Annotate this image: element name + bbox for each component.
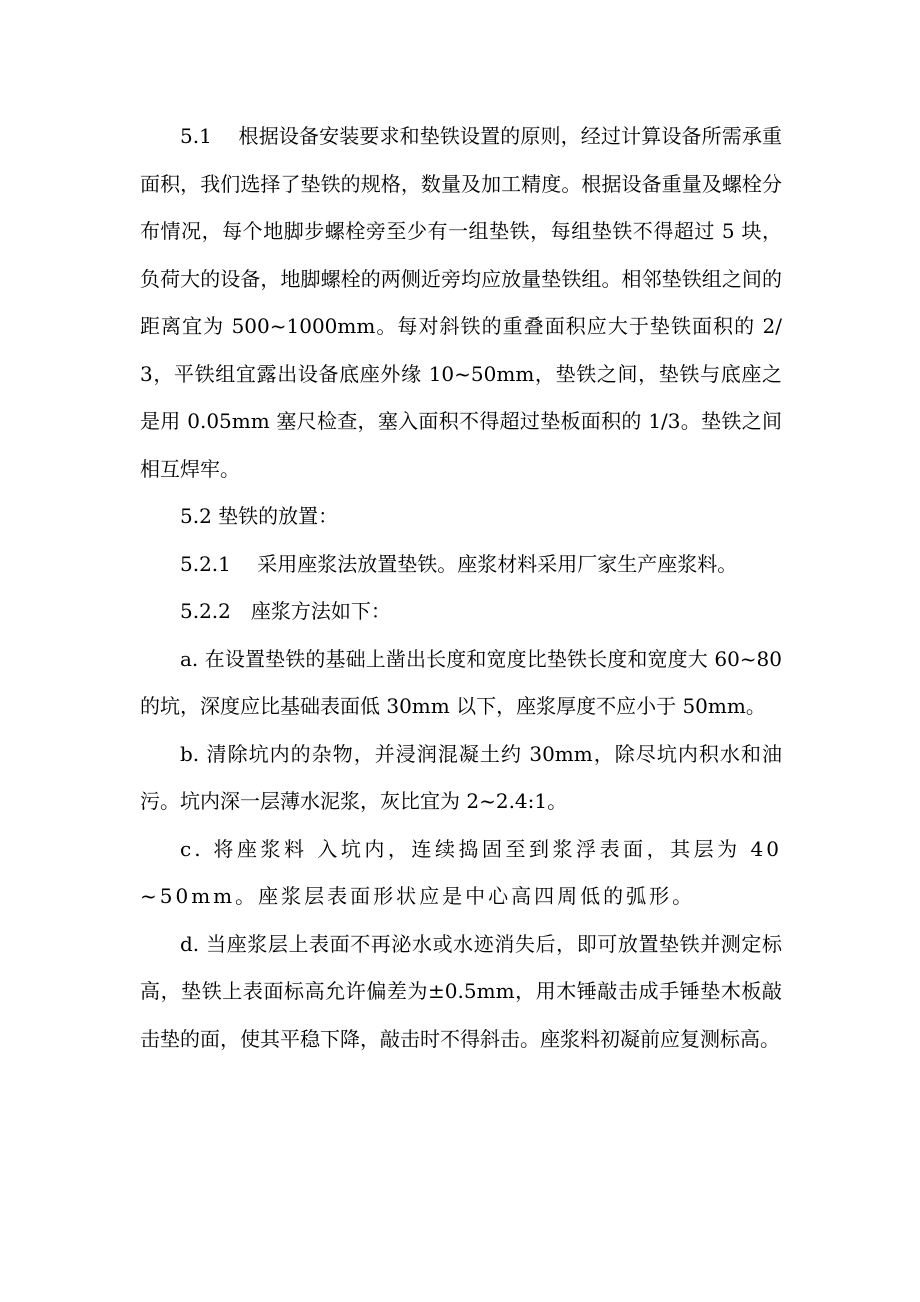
paragraph-5-2-1: 5.2.1 采用座浆法放置垫铁。座浆材料采用厂家生产座浆料。 [180,551,738,576]
paragraph-item-b: b. 清除坑内的杂物，并浸润混凝土约 30mm，除尽坑内积水和油污。坑内深一层薄水泥浆，灰比宜为 2~2.4:1。 [140,741,782,813]
paragraph-5-2: 5.2 垫铁的放置： [180,504,339,528]
document-body [140,113,782,1063]
paragraph-item-d: d. 当座浆层上表面不再泌水或水迹消失后，即可放置垫铁并测定标高，垫铁上表面标高允许偏差为±0.5mm，用木锤敲击成手锤垫木板敲击垫的面，使其平稳下降，敲击时不得斜击。座浆料初凝前应复测标高。 [140,931,782,1051]
paragraph-item-c: c. 将座浆料 入坑内，连续捣固至到浆浮表面，其层为 40~50mm。座浆层表面形状应是中心高四周低的弧形。 [140,836,782,908]
paragraph-item-a: a. 在设置垫铁的基础上凿出长度和宽度比垫铁长度和宽度大 60~80 的坑，深度应比基础表面低 30mm 以下，座浆厚度不应小于 50mm。 [140,646,782,718]
paragraph-5-2-2: 5.2.2 座浆方法如下： [180,599,391,623]
paragraph-5-1: 5.1 根据设备安装要求和垫铁设置的原则，经过计算设备所需承重面积，我们选择了垫铁的规格，数量及加工精度。根据设备重量及螺栓分布情况，每个地脚步螺栓旁至少有一组垫铁，每组垫铁不得超过 5 块，负荷大的设备，地脚螺栓的两侧近旁均应放量垫铁组。相邻垫铁组之间的距离宜为 500~1000mm。每对斜铁的重叠面积应大于垫铁面积的 2/3，平铁组宜露出设备底座外缘 10~50mm，垫铁之间，垫铁与底座之是用 0.05mm 塞尺检查，塞入面积不得超过垫板面积的 1/3。垫铁之间相互焊牢。 [140,124,782,481]
